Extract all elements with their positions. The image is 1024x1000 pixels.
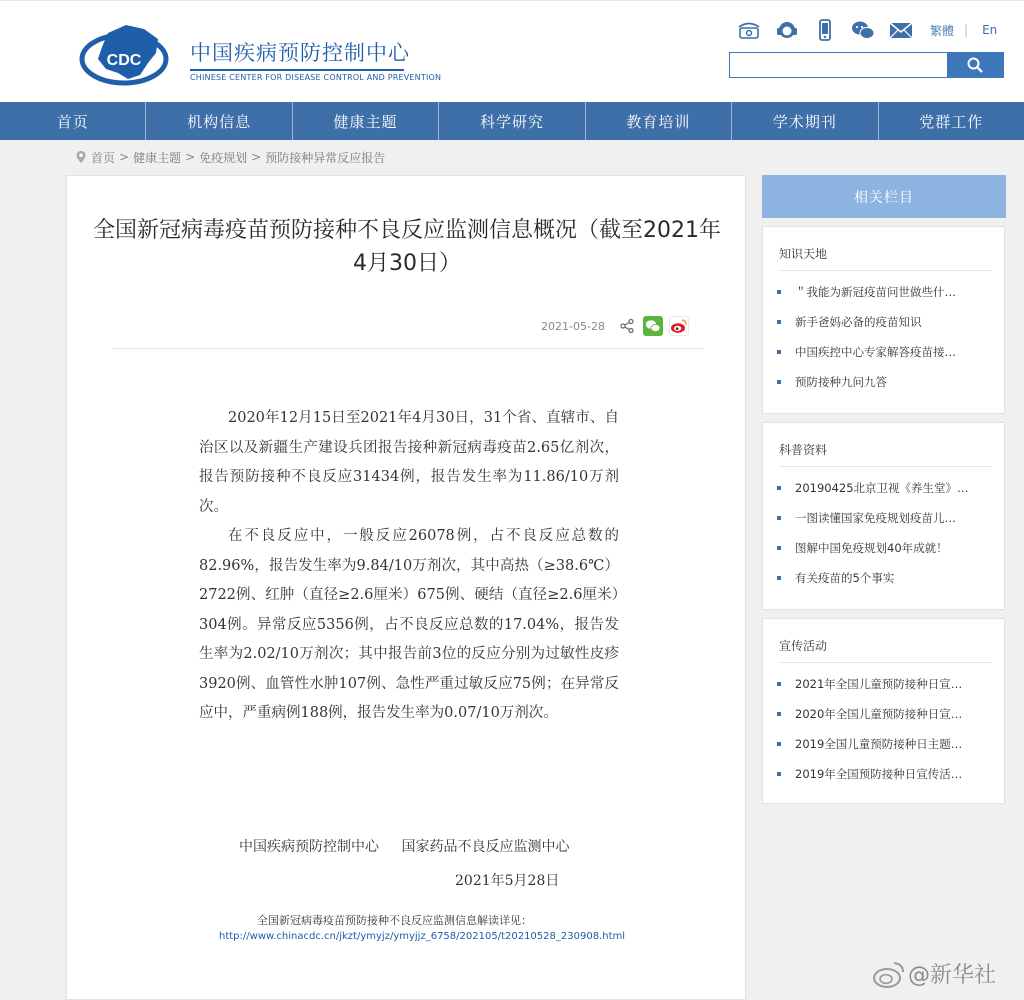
nav-item-education[interactable]: 教育培训	[586, 102, 732, 140]
logo-title-en: CHINESE CENTER FOR DISEASE CONTROL AND PREVENTION	[190, 69, 404, 82]
bullet-icon	[777, 350, 781, 354]
main-nav	[0, 102, 1024, 140]
bullet-icon	[777, 320, 781, 324]
sidebar-link-text: 2019年全国预防接种日宣传活…	[795, 767, 963, 781]
mail-icon[interactable]	[888, 18, 914, 42]
sidebar-link[interactable]	[777, 699, 1004, 729]
search-box	[729, 52, 1004, 78]
bullet-icon	[777, 712, 781, 716]
wechat-share-icon[interactable]	[643, 316, 663, 336]
lang-separator: |	[964, 23, 969, 37]
breadcrumb-health-topics[interactable]: 健康主题	[133, 150, 182, 165]
sidebar-link[interactable]	[777, 533, 1004, 563]
logo-title-cn: 中国疾病预防控制中心	[190, 41, 410, 65]
watermark-text: @新华社	[908, 963, 997, 988]
sidebar-link-text: 2019全国儿童预防接种日主题…	[795, 737, 963, 751]
header-tools	[736, 17, 997, 43]
search-button[interactable]	[947, 53, 1003, 77]
sidebar-section-title: 知识天地	[779, 245, 992, 271]
article-date: 2021-05-28	[541, 319, 605, 333]
nav-item-institution[interactable]: 机构信息	[146, 102, 292, 140]
location-pin-icon	[75, 150, 87, 164]
sidebar-link-text: 2020年全国儿童预防接种日宣…	[795, 707, 963, 721]
sidebar-link[interactable]	[777, 729, 1004, 759]
sidebar-link[interactable]	[777, 277, 1004, 307]
sidebar-link[interactable]	[777, 307, 1004, 337]
article-note-link[interactable]: http://www.chinacdc.cn/jkzt/ymyjz/ymyjjz_6758/202105/t20210528_230908.html	[219, 931, 626, 942]
sidebar-link-text: 预防接种九问九答	[795, 375, 887, 389]
phone-icon[interactable]	[736, 18, 762, 42]
nav-item-home[interactable]: 首页	[0, 102, 146, 140]
nav-item-health-topics[interactable]: 健康主题	[293, 102, 439, 140]
lang-english-link[interactable]: En	[982, 23, 998, 37]
bullet-icon	[777, 682, 781, 686]
weibo-watermark-icon	[872, 959, 906, 989]
search-icon	[966, 56, 984, 74]
xinhua-watermark	[872, 958, 996, 989]
sidebar-link-text: 一图读懂国家免疫规划疫苗儿…	[795, 511, 956, 525]
bullet-icon	[777, 742, 781, 746]
breadcrumb-home[interactable]: 首页	[91, 150, 116, 165]
sidebar-section-title: 宣传活动	[779, 637, 992, 663]
weibo-share-icon[interactable]	[669, 316, 689, 336]
sidebar-section-knowledge	[762, 226, 1005, 414]
article-note: 全国新冠病毒疫苗预防接种不良反应监测信息解读详见：	[257, 914, 532, 927]
breadcrumb-separator: >	[119, 150, 130, 164]
article-panel	[66, 175, 746, 1000]
bullet-icon	[777, 546, 781, 550]
site-logo[interactable]	[78, 19, 442, 91]
article-body	[199, 404, 619, 729]
sidebar-section-title: 科普资料	[779, 441, 992, 467]
sidebar-link[interactable]	[777, 367, 1004, 397]
sidebar-link-text: 新手爸妈必备的疫苗知识	[795, 315, 922, 329]
cdc-logo-icon	[78, 19, 178, 91]
sidebar-link-text: ＂我能为新冠疫苗问世做些什…	[795, 285, 956, 299]
site-header	[0, 0, 1024, 102]
bullet-icon	[777, 290, 781, 294]
wechat-icon[interactable]	[850, 18, 876, 42]
share-icon[interactable]	[619, 318, 635, 334]
breadcrumb-immunization[interactable]: 免疫规划	[199, 150, 248, 165]
article-meta	[541, 316, 695, 336]
nav-item-party-work[interactable]: 党群工作	[919, 112, 984, 131]
article-sign-date: 2021年5月28日	[455, 873, 560, 889]
article-paragraph: 在不良反应中，一般反应26078例，占不良反应总数的82.96%，报告发生率为9.84/10万剂次，其中高热（≥38.6℃）2722例、红肿（直径≥2.6厘米）675例、硬结（直径≥2.6厘米）304例。异常反应5356例，占不良反应总数的17.04%，报告发生率为2.02/10万剂次；其中报告前3位的反应分别为过敏性皮疹3920例、血管性水肿107例、急性严重过敏反应75例；在异常反应中，严重病例188例，报告发生率为0.07/10万剂次。	[199, 528, 619, 721]
sidebar-link[interactable]	[777, 503, 1004, 533]
breadcrumb-separator: >	[185, 150, 196, 164]
sidebar-link-text: 中国疾控中心专家解答疫苗接…	[795, 345, 956, 359]
sidebar-link-text: 有关疫苗的5个事实	[795, 571, 895, 585]
article-paragraph: 2020年12月15日至2021年4月30日，31个省、直辖市、自治区以及新疆生产建设兵团报告接种新冠病毒疫苗2.65亿剂次，报告预防接种不良反应31434例，报告发生率为11.86/10万剂次。	[199, 410, 619, 515]
lang-traditional-link[interactable]: 繁體	[930, 23, 955, 38]
sidebar-link-text: 图解中国免疫规划40年成就！	[795, 541, 948, 555]
nav-item-research[interactable]: 科学研究	[439, 102, 585, 140]
sidebar-link[interactable]	[777, 337, 1004, 367]
bullet-icon	[777, 772, 781, 776]
breadcrumb-current[interactable]: 预防接种异常反应报告	[265, 150, 386, 165]
sidebar-link[interactable]	[777, 473, 1004, 503]
sidebar-section-campaigns	[762, 618, 1005, 804]
bullet-icon	[777, 516, 781, 520]
breadcrumb-separator: >	[251, 150, 262, 164]
related-columns-header: 相关栏目	[762, 175, 1006, 218]
sidebar-link[interactable]	[777, 759, 1004, 789]
sidebar-link[interactable]	[777, 563, 1004, 593]
bullet-icon	[777, 576, 781, 580]
bullet-icon	[777, 380, 781, 384]
search-input[interactable]	[730, 53, 947, 77]
mobile-icon[interactable]	[812, 18, 838, 42]
logo-badge: CDC	[106, 52, 142, 69]
sidebar-link-text: 20190425北京卫视《养生堂》…	[795, 481, 969, 495]
article-title: 全国新冠病毒疫苗预防接种不良反应监测信息概况（截至2021年4月30日）	[93, 218, 721, 276]
article-signature: 中国疾病预防控制中心 国家药品不良反应监测中心	[239, 839, 570, 855]
nav-item-journals[interactable]: 学术期刊	[732, 102, 878, 140]
headset-icon[interactable]	[774, 18, 800, 42]
article-divider	[113, 348, 703, 349]
bullet-icon	[777, 486, 781, 490]
breadcrumb	[75, 148, 385, 166]
sidebar-link[interactable]	[777, 669, 1004, 699]
sidebar-section-science-materials	[762, 422, 1005, 610]
sidebar-link-text: 2021年全国儿童预防接种日宣…	[795, 677, 963, 691]
